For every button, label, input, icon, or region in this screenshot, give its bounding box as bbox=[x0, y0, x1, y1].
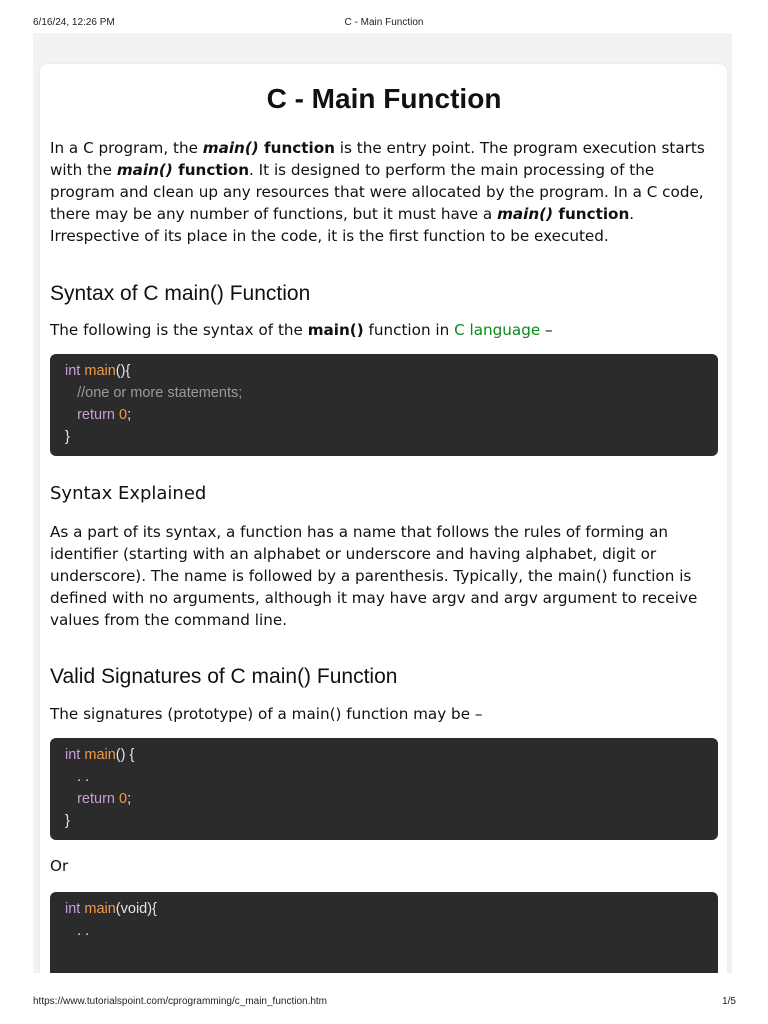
code-block-signature-2 bbox=[50, 892, 718, 973]
code-block-signature-1 bbox=[50, 738, 718, 840]
print-title: C - Main Function bbox=[344, 17, 424, 28]
syntax-explained-paragraph: As a part of its syntax, a function has a name that follows the rules of forming an identifier (starting with an alphabet or underscore and having alphabet, digit or underscore). The name is followed by a parenthesis. Typically, the main() function is defined with no arguments, although it may have argv and argv argument to receive values from the command line. bbox=[50, 523, 698, 629]
page-background bbox=[33, 33, 732, 973]
code-line: } bbox=[65, 429, 70, 445]
code-line: . . bbox=[65, 769, 90, 785]
inline-code: main() bbox=[497, 205, 554, 223]
code-line: int main(void){ bbox=[65, 901, 157, 917]
syntax-intro: The following is the syntax of the main() function in C language – bbox=[50, 321, 553, 339]
code-line: return 0; bbox=[65, 407, 132, 423]
or-text: Or bbox=[50, 857, 69, 875]
code-block-syntax bbox=[50, 354, 718, 456]
intro-paragraph: In a C program, the main() function is the entry point. The program execution starts with the main() function. It is designed to perform the main processing of the program and clean up any resources that were allocated by the program. In a C code, there may be any number of functions, but it must have a main() function. Irrespective of its place in the code, it is the first function to be executed. bbox=[50, 139, 705, 245]
print-url: https://www.tutorialspoint.com/cprogramming/c_main_function.htm bbox=[33, 996, 328, 1007]
print-date: 6/16/24, 12:26 PM bbox=[33, 17, 115, 28]
inline-code: main() bbox=[116, 161, 173, 179]
code-line: int main(){ bbox=[65, 363, 131, 379]
page-number: 1/5 bbox=[722, 996, 736, 1007]
print-footer bbox=[0, 990, 768, 1020]
code-line: } bbox=[65, 813, 70, 829]
code-line: return 0; bbox=[65, 791, 132, 807]
inline-code: main() bbox=[202, 139, 259, 157]
signatures-intro: The signatures (prototype) of a main() function may be – bbox=[50, 705, 483, 723]
code-line: int main() { bbox=[65, 747, 135, 763]
article-card bbox=[40, 64, 727, 973]
code-line: //one or more statements; bbox=[65, 385, 243, 401]
signatures-heading: Valid Signatures of C main() Function bbox=[50, 665, 398, 688]
syntax-heading: Syntax of C main() Function bbox=[50, 282, 311, 305]
syntax-explained-heading: Syntax Explained bbox=[50, 483, 207, 504]
page-title: C - Main Function bbox=[266, 83, 502, 114]
c-language-link[interactable]: C language bbox=[454, 321, 541, 339]
code-line: . . bbox=[65, 923, 90, 939]
print-header bbox=[0, 0, 768, 30]
